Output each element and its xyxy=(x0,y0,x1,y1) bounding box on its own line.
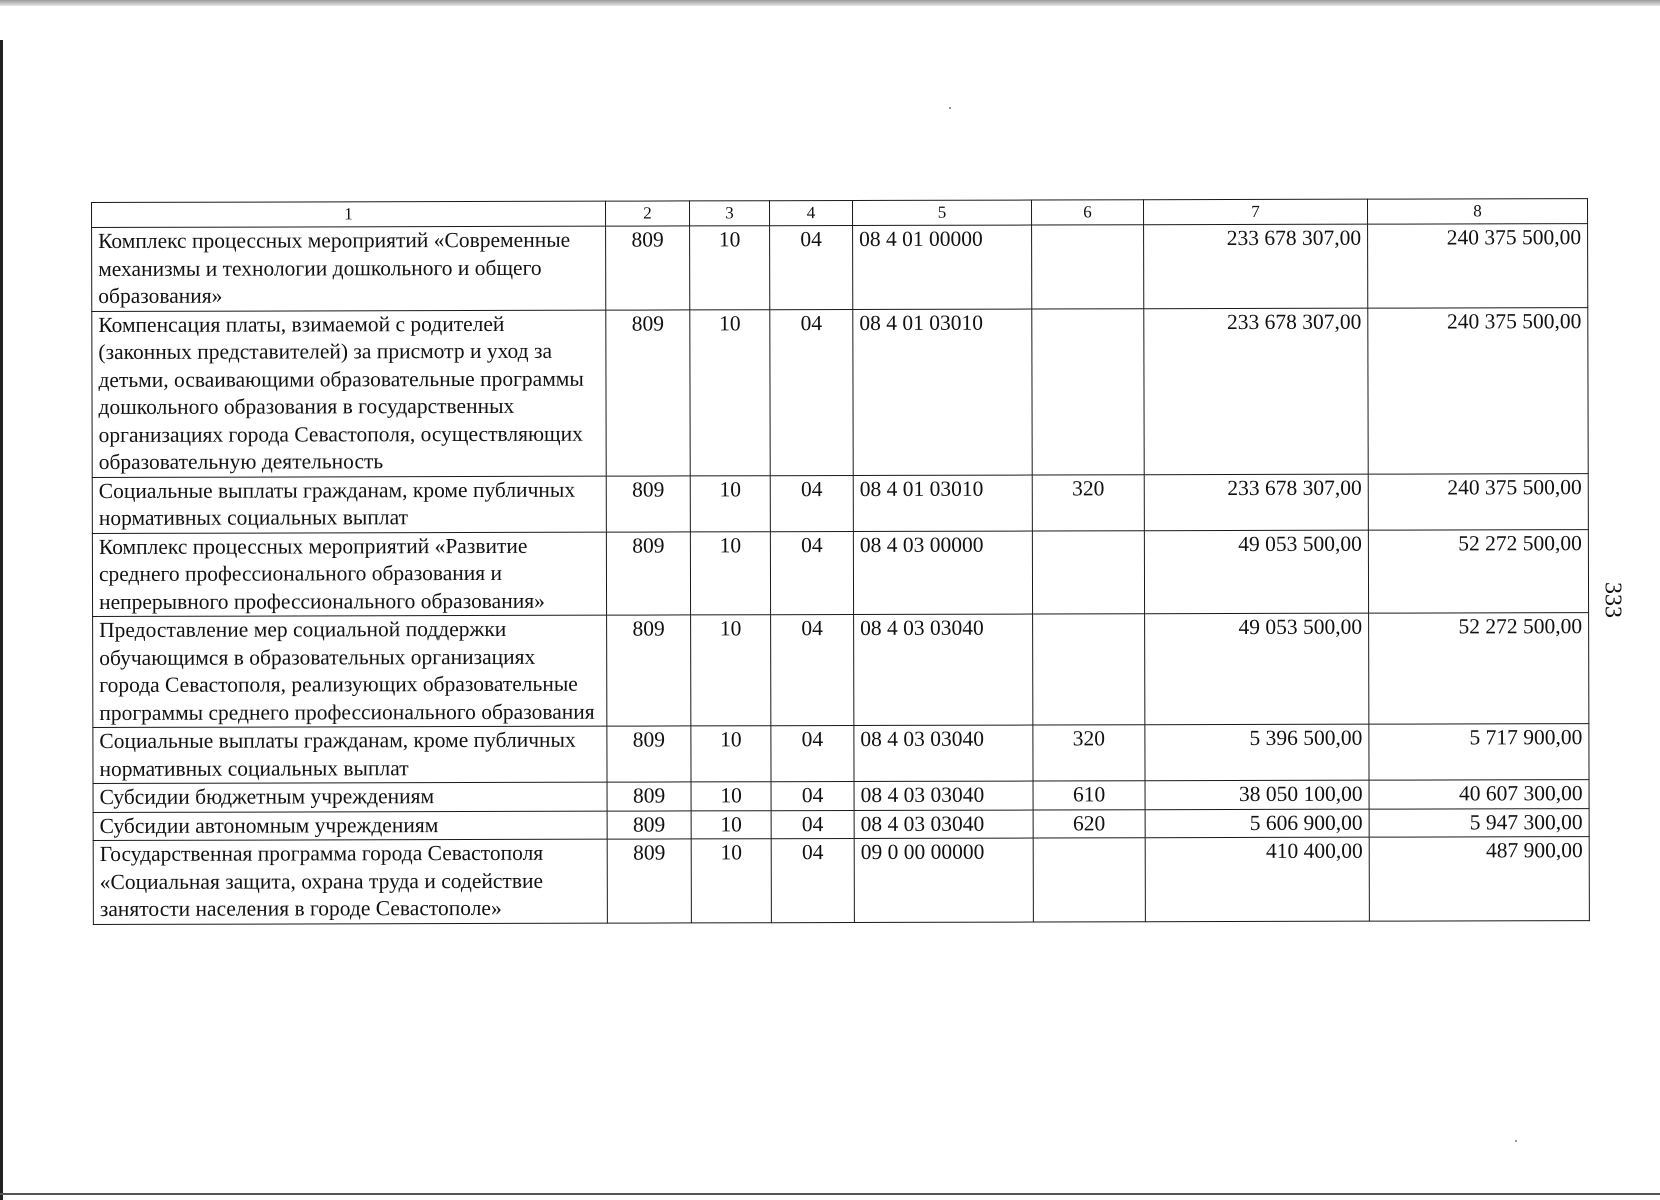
column-number: 8 xyxy=(1367,199,1587,225)
row-name-cell: Компенсация платы, взимаемой с родителей (законных представителей) за присмотр и уход за детьми, осваивающими образовательные программы дошкольного образования в государственных организациях города Севастополя, осуществляющих образовательную деятельность xyxy=(92,310,606,477)
row-ministry-code: 809 xyxy=(606,309,690,475)
table-row xyxy=(92,224,1588,311)
row-ministry-code: 809 xyxy=(606,531,690,615)
row-section-code: 10 xyxy=(691,726,771,782)
row-target-code: 08 4 01 03010 xyxy=(853,475,1032,531)
row-target-code: 09 0 00 00000 xyxy=(854,838,1033,922)
row-amount-col8: 240 375 500,00 xyxy=(1368,307,1588,474)
row-target-code: 08 4 01 03010 xyxy=(853,309,1032,475)
scan-edge-top xyxy=(0,0,1660,6)
column-number: 5 xyxy=(852,200,1031,225)
row-expense-type: 320 xyxy=(1032,474,1144,530)
row-amount-col8: 52 272 500,00 xyxy=(1368,529,1588,613)
row-name-cell: Субсидии бюджетным учреждениям xyxy=(93,782,607,812)
row-name-cell: Субсидии автономным учреждениям xyxy=(93,811,607,841)
row-amount-col8: 5 717 900,00 xyxy=(1369,724,1589,781)
column-number: 1 xyxy=(92,201,606,227)
row-subsection-code: 04 xyxy=(771,810,854,839)
table-row xyxy=(93,808,1589,840)
row-ministry-code: 809 xyxy=(607,726,691,782)
row-amount-col7: 233 678 307,00 xyxy=(1144,474,1368,531)
row-expense-type: 620 xyxy=(1033,809,1145,838)
row-section-code: 10 xyxy=(691,615,771,726)
budget-table xyxy=(91,198,1590,924)
row-amount-col7: 38 050 100,00 xyxy=(1145,780,1369,809)
table-row xyxy=(93,837,1589,924)
row-name-cell: Предоставление мер социальной поддержки обучающимся в образовательных организациях города Севастополя, реализующих образовательные программы среднего профессионального образования xyxy=(93,615,607,727)
row-target-code: 08 4 03 03040 xyxy=(854,781,1033,810)
row-amount-col7: 5 606 900,00 xyxy=(1145,809,1369,838)
scan-edge-bottom xyxy=(0,1193,1660,1195)
table-row xyxy=(92,529,1588,616)
row-subsection-code: 04 xyxy=(771,615,854,726)
row-expense-type xyxy=(1032,225,1144,309)
row-section-code: 10 xyxy=(691,782,771,811)
table-row xyxy=(92,473,1588,533)
row-expense-type xyxy=(1033,614,1145,725)
column-number: 6 xyxy=(1031,200,1143,225)
row-name-cell: Социальные выплаты гражданам, кроме публичных нормативных социальных выплат xyxy=(93,726,607,783)
column-number-row xyxy=(92,199,1588,228)
row-amount-col7: 49 053 500,00 xyxy=(1144,530,1368,614)
row-amount-col8: 40 607 300,00 xyxy=(1369,780,1589,809)
table-row xyxy=(93,724,1589,784)
table-row xyxy=(93,780,1589,812)
row-section-code: 10 xyxy=(690,226,770,310)
row-target-code: 08 4 03 03040 xyxy=(854,725,1033,781)
row-subsection-code: 04 xyxy=(770,475,853,531)
row-ministry-code: 809 xyxy=(606,475,690,531)
row-subsection-code: 04 xyxy=(770,226,853,310)
row-expense-type xyxy=(1032,308,1144,474)
row-section-code: 10 xyxy=(691,839,771,923)
table-row xyxy=(92,307,1588,477)
row-ministry-code: 809 xyxy=(607,810,691,839)
column-number: 3 xyxy=(689,201,769,226)
row-expense-type: 320 xyxy=(1033,725,1145,781)
row-expense-type: 610 xyxy=(1033,781,1145,810)
row-amount-col8: 487 900,00 xyxy=(1369,837,1589,921)
row-amount-col8: 240 375 500,00 xyxy=(1368,224,1588,308)
row-amount-col7: 410 400,00 xyxy=(1145,837,1369,921)
row-amount-col7: 5 396 500,00 xyxy=(1145,724,1369,781)
row-amount-col8: 5 947 300,00 xyxy=(1369,808,1589,837)
row-amount-col8: 52 272 500,00 xyxy=(1369,613,1589,725)
row-ministry-code: 809 xyxy=(607,782,691,811)
scan-speck xyxy=(1515,1140,1517,1142)
row-section-code: 10 xyxy=(690,309,770,475)
row-amount-col7: 49 053 500,00 xyxy=(1145,613,1369,725)
row-amount-col7: 233 678 307,00 xyxy=(1144,308,1368,475)
row-ministry-code: 809 xyxy=(607,615,691,726)
row-target-code: 08 4 03 03040 xyxy=(854,810,1033,839)
row-expense-type xyxy=(1032,530,1144,614)
table-row xyxy=(93,613,1589,728)
row-section-code: 10 xyxy=(690,475,770,531)
row-subsection-code: 04 xyxy=(770,531,853,615)
row-expense-type xyxy=(1033,838,1145,922)
row-subsection-code: 04 xyxy=(771,839,854,923)
row-subsection-code: 04 xyxy=(770,309,853,475)
column-number: 7 xyxy=(1143,199,1367,225)
row-amount-col8: 240 375 500,00 xyxy=(1368,473,1588,530)
column-number: 2 xyxy=(605,201,689,226)
row-amount-col7: 233 678 307,00 xyxy=(1144,224,1368,308)
scan-speck xyxy=(949,107,951,109)
row-target-code: 08 4 03 00000 xyxy=(853,531,1032,615)
row-ministry-code: 809 xyxy=(606,226,690,310)
row-section-code: 10 xyxy=(691,810,771,839)
row-name-cell: Комплекс процессных мероприятий «Развитие среднего профессионального образования и непрерывного профессионального образования» xyxy=(92,532,606,617)
row-target-code: 08 4 03 03040 xyxy=(854,614,1033,725)
row-name-cell: Государственная программа города Севастополя «Социальная защита, охрана труда и содействие занятости населения в городе Севастополе» xyxy=(93,839,607,924)
row-subsection-code: 04 xyxy=(771,726,854,782)
row-ministry-code: 809 xyxy=(607,839,691,923)
column-number: 4 xyxy=(769,201,852,226)
row-name-cell: Социальные выплаты гражданам, кроме публичных нормативных социальных выплат xyxy=(92,476,606,533)
row-section-code: 10 xyxy=(690,531,770,615)
row-target-code: 08 4 01 00000 xyxy=(853,225,1032,309)
row-subsection-code: 04 xyxy=(771,782,854,811)
scan-edge-left xyxy=(0,40,3,1200)
page-number: 333 xyxy=(1599,582,1626,618)
row-name-cell: Комплекс процессных мероприятий «Современные механизмы и технологии дошкольного и общего образования» xyxy=(92,226,606,311)
